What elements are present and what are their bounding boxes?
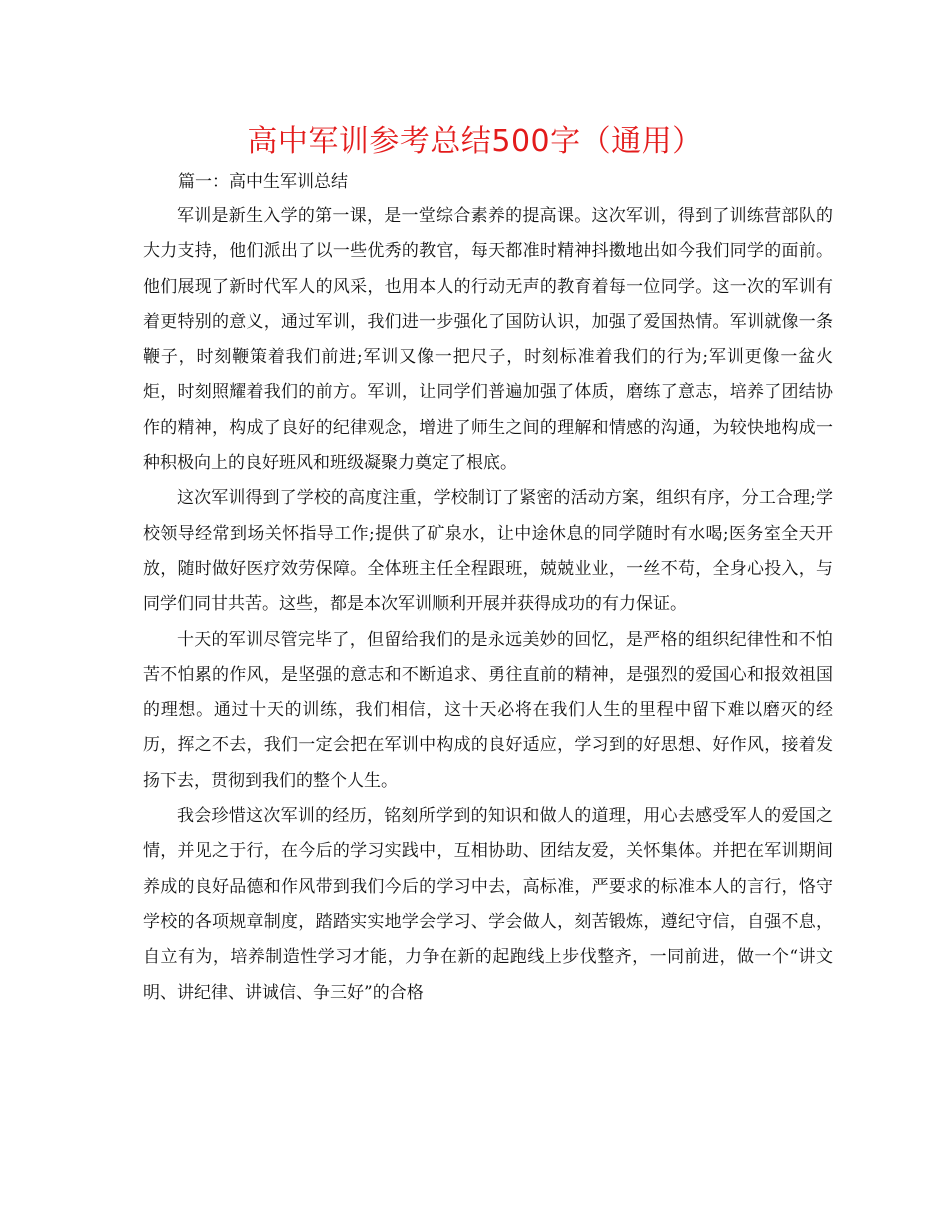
document-title: 高中军训参考总结500字（通用）	[247, 124, 703, 159]
body-paragraph-2: 这次军训得到了学校的高度注重，学校制订了紧密的活动方案，组织有序，分工合理;学校领导经常到场关怀指导工作;提供了矿泉水，让中途休息的同学随时有水喝;医务室全天开放，随时做好医疗效劳保障。全体班主任全程跟班，兢兢业业，一丝不苟，全身心投入，与同学们同甘共苦。这些，都是本次军训顺利开展并获得成功的有力保证。	[143, 488, 833, 615]
body-paragraph-1: 军训是新生入学的第一课，是一堂综合素养的提高课。这次军训，得到了训练营部队的大力支持，他们派出了以一些优秀的教官，每天都准时精神抖擞地出如今我们同学的面前。他们展现了新时代军人的风采，也用本人的行动无声的教育着每一位同学。这一次的军训有着更特别的意义，通过军训，我们进一步强化了国防认识，加强了爱国热情。军训就像一条鞭子，时刻鞭策着我们前进;军训又像一把尺子，时刻标准着我们的行为;军训更像一盆火炬，时刻照耀着我们的前方。军训，让同学们普遍加强了体质，磨练了意志，培养了团结协作的精神，构成了良好的纪律观念，增进了师生之间的理解和情感的沟通，为较快地构成一种积极向上的良好班风和班级凝聚力奠定了根底。	[143, 206, 833, 474]
body-paragraph-4: 我会珍惜这次军训的经历，铭刻所学到的知识和做人的道理，用心去感受军人的爱国之情，并见之于行，在今后的学习实践中，互相协助、团结友爱，关怀集体。并把在军训期间养成的良好品德和作风带到我们今后的学习中去，高标准，严要求的标准本人的言行，恪守学校的各项规章制度，踏踏实实地学会学习、学会做人，刻苦锻炼，遵纪守信，自强不息，自立有为，培养制造性学习才能，力争在新的起跑线上步伐整齐，一同前进，做一个“讲文明、讲纪律、讲诚信、争三好”的合格	[143, 806, 833, 1003]
section-heading: 篇一：高中生军训总结	[178, 172, 348, 192]
document-body	[143, 199, 833, 1011]
body-paragraph-3: 十天的军训尽管完毕了，但留给我们的是永远美妙的回忆，是严格的组织纪律性和不怕苦不怕累的作风，是坚强的意志和不断追求、勇往直前的精神，是强烈的爱国心和报效祖国的理想。通过十天的训练，我们相信，这十天必将在我们人生的里程中留下难以磨灭的经历，挥之不去，我们一定会把在军训中构成的良好适应，学习到的好思想、好作风，接着发扬下去，贯彻到我们的整个人生。	[143, 629, 833, 791]
